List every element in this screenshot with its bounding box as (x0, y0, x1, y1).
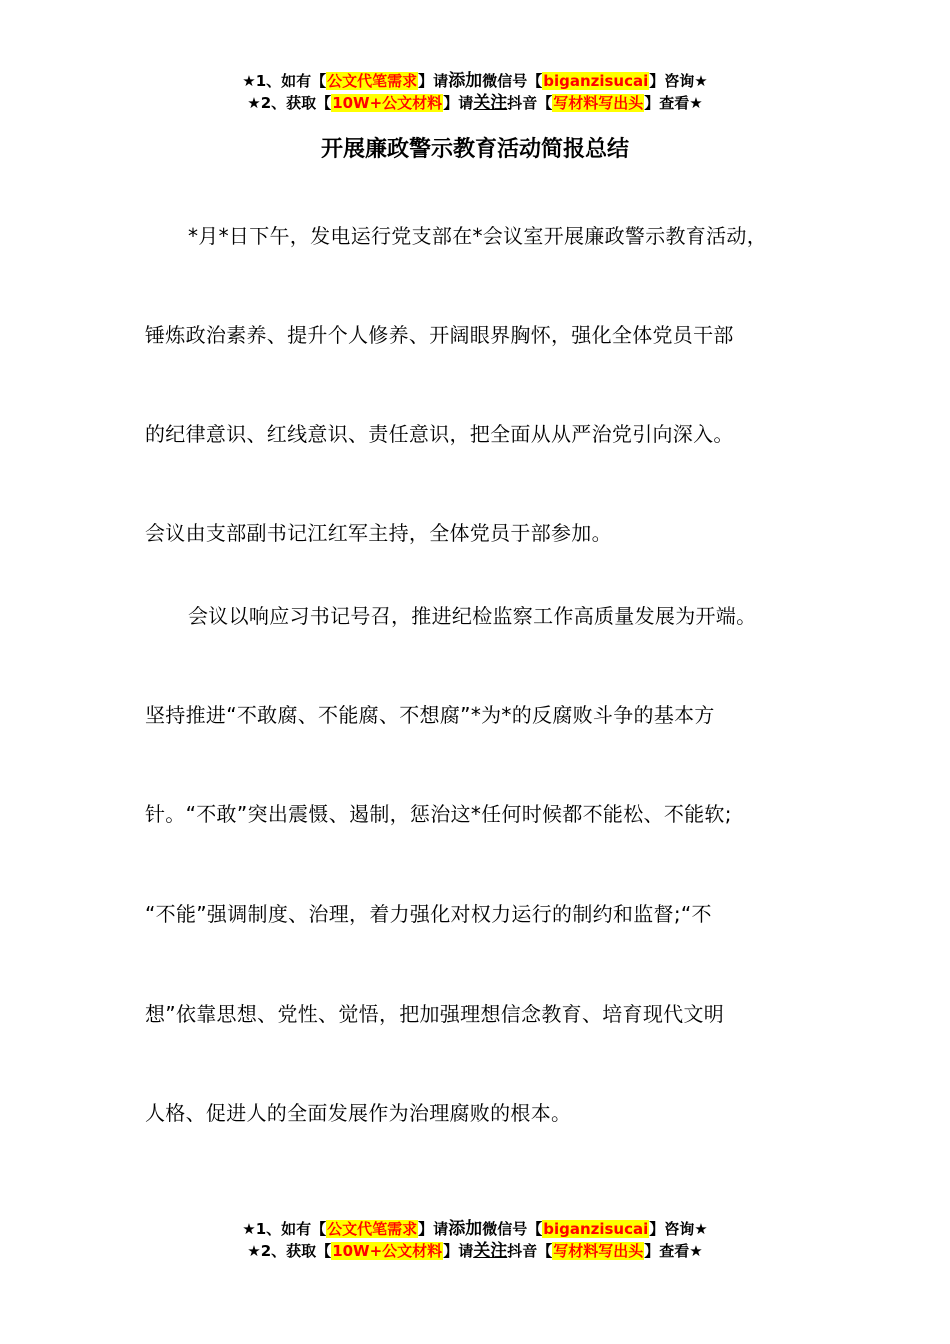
paragraph-line: *月*日下午，发电运行党支部在*会议室开展廉政警示教育活动， (188, 224, 767, 248)
highlight-wechat-id: biganzisucai (543, 72, 649, 90)
highlight-ghostwriting: 公文代笔需求 (327, 1220, 418, 1238)
banner-text: ★1、如有【 (242, 1220, 327, 1238)
banner-text: ★2、获取【 (247, 94, 332, 112)
footer-banner-line-1 (0, 1218, 950, 1240)
paragraph-line: 会议以响应习书记号召，推进纪检监察工作高质量发展为开端。 (188, 604, 757, 628)
banner-text: 抖音【 (507, 1242, 553, 1260)
paragraph-line: “不能”强调制度、治理，着力强化对权力运行的制约和监督;“不 (145, 902, 712, 926)
highlight-materials: 10W+公文材料 (332, 1242, 443, 1260)
banner-text: ★2、获取【 (247, 1242, 332, 1260)
banner-emphasis: 添加 (448, 71, 483, 91)
banner-text: 】咨询★ (649, 72, 708, 90)
paragraph-line: 锤炼政治素养、提升个人修养、开阔眼界胸怀，强化全体党员干部 (145, 323, 734, 347)
banner-text: 微信号【 (482, 1220, 543, 1238)
highlight-douyin-account: 写材料写出头 (553, 1242, 644, 1260)
banner-text: 】查看★ (644, 94, 703, 112)
paragraph-line: 针。“不敢”突出震慑、遏制，惩治这*任何时候都不能松、不能软; (145, 802, 732, 826)
banner-text: 】请 (418, 1220, 449, 1238)
banner-text: 】查看★ (644, 1242, 703, 1260)
header-banner (0, 70, 950, 114)
paragraph-line: 想”依靠思想、党性、觉悟，把加强理想信念教育、培育现代文明 (145, 1002, 725, 1026)
footer-banner-line-2 (0, 1240, 950, 1262)
banner-text: ★1、如有【 (242, 72, 327, 90)
paragraph-line: 人格、促进人的全面发展作为治理腐败的根本。 (145, 1101, 572, 1125)
document-title: 开展廉政警示教育活动简报总结 (320, 137, 629, 162)
paragraph-line: 的纪律意识、红线意识、责任意识，把全面从从严治党引向深入。 (145, 422, 734, 446)
paragraph-line: 会议由支部副书记江红军主持，全体党员于部参加。 (145, 521, 612, 545)
highlight-wechat-id: biganzisucai (543, 1220, 649, 1238)
banner-emphasis: 关注 (473, 1241, 508, 1261)
highlight-douyin-account: 写材料写出头 (553, 94, 644, 112)
banner-text: 微信号【 (482, 72, 543, 90)
banner-emphasis: 关注 (473, 93, 508, 113)
highlight-materials: 10W+公文材料 (332, 94, 443, 112)
footer-banner (0, 1218, 950, 1262)
banner-text: 】请 (418, 72, 449, 90)
banner-text: 】请 (443, 1242, 474, 1260)
highlight-ghostwriting: 公文代笔需求 (327, 72, 418, 90)
header-banner-line-2 (0, 92, 950, 114)
banner-text: 】咨询★ (649, 1220, 708, 1238)
banner-text: 】请 (443, 94, 474, 112)
banner-text: 抖音【 (507, 94, 553, 112)
banner-emphasis: 添加 (448, 1219, 483, 1239)
header-banner-line-1 (0, 70, 950, 92)
paragraph-line: 坚持推进“不敢腐、不能腐、不想腐”*为*的反腐败斗争的基本方 (145, 703, 715, 727)
